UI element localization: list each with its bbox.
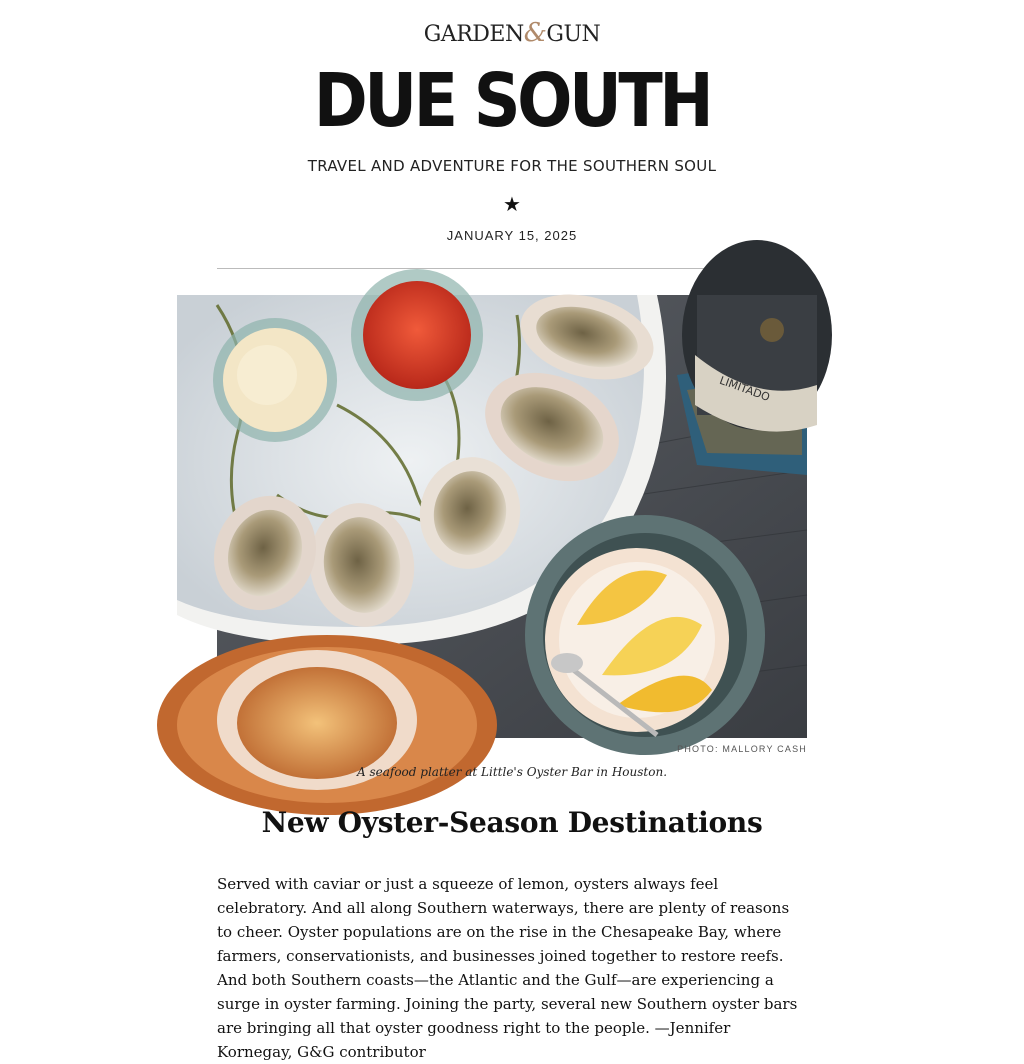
star-icon: ★	[503, 192, 521, 216]
brand-logo[interactable]	[217, 18, 807, 48]
article-title[interactable]: New Oyster-Season Destinations	[261, 806, 763, 839]
horseradish-bowl	[213, 318, 337, 442]
bottle-label-text: LIMITADO	[717, 373, 772, 405]
brand-logo-right: GUN	[546, 22, 601, 47]
brand-logo-left: GARDEN	[423, 22, 524, 47]
oyster-platter-illustration	[217, 295, 807, 738]
issue-date: JANUARY 15, 2025	[446, 228, 578, 243]
photo-credit: PHOTO: MALLORY CASH	[677, 744, 807, 754]
lemon-dish	[525, 515, 765, 755]
brand-logo-ampersand: &	[523, 18, 547, 48]
cocktail-sauce-bowl	[351, 269, 483, 401]
drink-glass	[157, 635, 497, 815]
wine-bottle	[682, 240, 832, 432]
masthead-title: DUE SOUTH	[313, 58, 711, 144]
article-body: Served with caviar or just a squeeze of lemon, oysters always feel celebratory. And all along Southern waterways, there are plenty of reasons to cheer. Oyster populations are on the rise in the Chesapeake Bay, where farmers, conservationists, and businesses joined together to restore reefs. And both Southern coasts—the Atlantic and the Gulf—are experiencing a surge in oyster farming. Joining the party, several new Southern oyster bars are bringing all that oyster goodness right to the people. —Jennifer Kornegay, G&G contributor	[217, 875, 798, 1061]
photo-caption: A seafood platter at Little's Oyster Bar in Houston.	[356, 765, 668, 779]
hero-photo[interactable]	[217, 295, 807, 738]
masthead-tagline: TRAVEL AND ADVENTURE FOR THE SOUTHERN SOUL	[307, 157, 717, 175]
